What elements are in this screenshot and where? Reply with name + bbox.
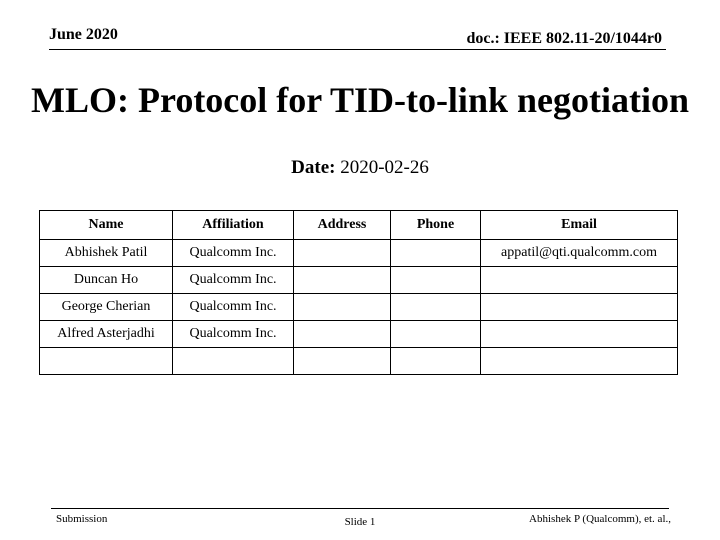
table-cell (391, 240, 481, 267)
table-cell: George Cherian (40, 294, 173, 321)
date-value: 2020-02-26 (340, 157, 429, 178)
header-doc-id: doc.: IEEE 802.11-20/1044r0 (466, 30, 662, 47)
table-cell: Duncan Ho (40, 267, 173, 294)
table-header-row (40, 211, 678, 240)
table-cell (481, 348, 678, 375)
table-cell (294, 267, 391, 294)
date-label: Date: (291, 157, 336, 178)
footer-author: Abhishek P (Qualcomm), et. al., (529, 513, 671, 525)
table-cell (481, 267, 678, 294)
table-cell: Qualcomm Inc. (173, 321, 294, 348)
column-header-phone: Phone (391, 211, 481, 240)
table-cell: Alfred Asterjadhi (40, 321, 173, 348)
authors-table (39, 210, 678, 375)
header-rule (49, 49, 666, 50)
table-cell (391, 294, 481, 321)
table-cell (391, 267, 481, 294)
table-cell: Qualcomm Inc. (173, 294, 294, 321)
slide-title: MLO: Protocol for TID-to-link negotiation (31, 80, 689, 120)
table-row (40, 348, 678, 375)
date-line (0, 157, 720, 179)
table-row (40, 267, 678, 294)
table-cell: appatil@qti.qualcomm.com (481, 240, 678, 267)
table-cell (294, 240, 391, 267)
column-header-address: Address (294, 211, 391, 240)
footer-slide-number: Slide 1 (344, 516, 376, 528)
table-row (40, 321, 678, 348)
table-cell: Abhishek Patil (40, 240, 173, 267)
table-cell: Qualcomm Inc. (173, 240, 294, 267)
footer-rule (51, 508, 669, 509)
table-row (40, 294, 678, 321)
table-cell (481, 321, 678, 348)
header-date: June 2020 (49, 26, 118, 43)
table-cell (294, 321, 391, 348)
table-cell (173, 348, 294, 375)
column-header-name: Name (40, 211, 173, 240)
table-cell (40, 348, 173, 375)
column-header-affiliation: Affiliation (173, 211, 294, 240)
table-cell (294, 294, 391, 321)
table-row (40, 240, 678, 267)
footer-submission: Submission (56, 513, 108, 525)
table-cell (391, 321, 481, 348)
table-cell (481, 294, 678, 321)
table-cell (391, 348, 481, 375)
table-cell (294, 348, 391, 375)
table-cell: Qualcomm Inc. (173, 267, 294, 294)
column-header-email: Email (481, 211, 678, 240)
